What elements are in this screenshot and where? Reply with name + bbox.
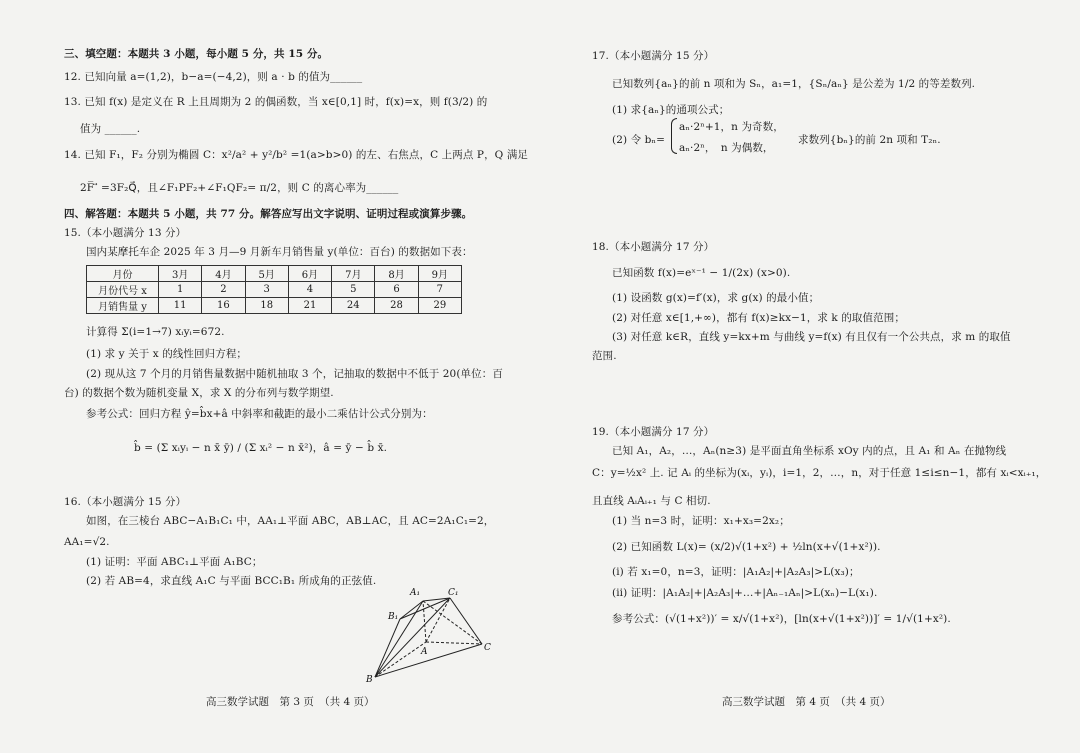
regression-formula: b̂ = (Σ xᵢyᵢ − n x̄ ȳ) / (Σ xᵢ² − n x̄²)，â = ȳ − b̂ x̄. [134, 442, 388, 454]
table-cell: 6月 [288, 266, 331, 282]
table-cell: 11 [159, 298, 202, 314]
edge-C1C [450, 598, 482, 644]
question-15-heading: 15.（本小题满分 13 分） [64, 227, 187, 239]
table-cell: 5月 [245, 266, 288, 282]
table-cell: 月份 [87, 266, 159, 282]
sales-table [86, 265, 462, 314]
edge-AA1 [423, 601, 426, 642]
question-16-line1: 如图，在三棱台 ABC−A₁B₁C₁ 中，AA₁⊥平面 ABC，AB⊥AC，且 AC=2A₁C₁=2， [86, 515, 495, 527]
question-17-case-even: aₙ·2ⁿ， n 为偶数， [679, 142, 774, 154]
table-cell: 6 [375, 282, 418, 298]
table-cell: 18 [245, 298, 288, 314]
question-17-case-odd: aₙ·2ⁿ+1，n 为奇数， [679, 121, 784, 133]
table-cell: 5 [332, 282, 375, 298]
question-18-part3-line2: 范围. [592, 350, 617, 362]
question-15-intro: 国内某摩托车企 2025 年 3 月—9 月新车月销售量 y(单位：百台) 的数据如下表： [86, 246, 473, 258]
table-cell: 8月 [375, 266, 418, 282]
table-cell: 24 [332, 298, 375, 314]
edge-A1C [423, 601, 482, 644]
label-B1: B₁ [388, 612, 399, 622]
question-17-part1: (1) 求{aₙ}的通项公式； [612, 104, 730, 116]
question-19-line1: 已知 A₁，A₂，…，Aₙ(n≥3) 是平面直角坐标系 xOy 内的点，且 A₁ 和 Aₙ 在抛物线 [612, 445, 1007, 457]
label-A1: A₁ [410, 588, 421, 598]
label-A: A [421, 647, 428, 657]
table-cell: 3月 [159, 266, 202, 282]
question-19-part2: (2) 已知函数 L(x)= (x/2)√(1+x²) + ½ln(x+√(1+x²)). [612, 541, 881, 553]
question-15-sum: 计算得 Σ(i=1→7) xᵢyᵢ=672. [86, 326, 225, 338]
question-12: 12. 已知向量 a=(1,2)，b−a=(−4,2)，则 a · b 的值为______ [64, 71, 363, 83]
table-cell: 16 [202, 298, 245, 314]
table-row [87, 266, 462, 282]
question-17-heading: 17.（本小题满分 15 分） [592, 50, 715, 62]
page-footer: 高三数学试题 第 3 页 （共 4 页） [206, 696, 375, 708]
question-19-line2: C：y=½x² 上. 记 Aᵢ 的坐标为(xᵢ，yᵢ)，i=1，2，…，n，对于任意 1≤i≤n−1，都有 xᵢ<xᵢ₊₁， [592, 467, 1047, 479]
edge-B1A1 [400, 601, 423, 619]
question-18-part1: (1) 设函数 g(x)=f′(x)，求 g(x) 的最小值； [612, 292, 820, 304]
question-15-part2-line1: (2) 现从这 7 个月的月销售量数据中随机抽取 3 个，记抽取的数据中不低于 20(单位：百 [86, 368, 503, 380]
question-18-part3-line1: (3) 对任意 k∈R，直线 y=kx+m 与曲线 y=f(x) 有且仅有一个公共点，求 m 的取值 [612, 331, 1011, 343]
question-18-part2: (2) 对任意 x∈[1,+∞)，都有 f(x)≥kx−1，求 k 的取值范围； [612, 312, 905, 324]
question-19-part2-i: (i) 若 x₁=0，n=3，证明：|A₁A₂|+|A₂A₃|>L(x₃)； [612, 566, 860, 578]
question-19-reference: 参考公式：(√(1+x²))′ = x/√(1+x²)，[ln(x+√(1+x²))]′ = 1/√(1+x²). [612, 613, 951, 625]
question-16-line2: AA₁=√2. [64, 536, 110, 548]
table-cell: 3 [245, 282, 288, 298]
question-14-line1: 14. 已知 F₁，F₂ 分别为椭圆 C：x²/a² + y²/b² =1(a>b>0) 的左、右焦点，C 上两点 P，Q 满足 [64, 149, 529, 161]
table-cell: 28 [375, 298, 418, 314]
question-16-heading: 16.（本小题满分 15 分） [64, 496, 187, 508]
section-4-heading: 四、解答题：本题共 5 小题，共 77 分。解答应写出文字说明、证明过程或演算步骤。 [64, 208, 473, 220]
frustum-figure [360, 584, 500, 684]
page-4 [540, 0, 1080, 753]
question-18-line1: 已知函数 f(x)=eˣ⁻¹ − 1/(2x) (x>0). [612, 267, 791, 279]
table-row [87, 282, 462, 298]
label-C: C [484, 643, 491, 653]
table-cell: 2 [202, 282, 245, 298]
edge-AC [426, 642, 482, 644]
table-cell: 29 [418, 298, 461, 314]
question-19-line3: 且直线 AᵢAᵢ₊₁ 与 C 相切. [592, 495, 711, 507]
question-19-part1: (1) 当 n=3 时，证明：x₁+x₃=2x₂； [612, 515, 790, 527]
question-17-part2-prefix: (2) 令 bₙ= [612, 134, 666, 146]
question-19-heading: 19.（本小题满分 17 分） [592, 426, 715, 438]
table-cell: 7 [418, 282, 461, 298]
question-15-part2-line2: 台) 的数据个数为随机变量 X，求 X 的分布列与数学期望. [64, 387, 334, 399]
brace [671, 118, 677, 154]
table-row [87, 298, 462, 314]
table-cell: 1 [159, 282, 202, 298]
table-cell: 月份代号 x [87, 282, 159, 298]
page-footer: 高三数学试题 第 4 页 （共 4 页） [722, 696, 891, 708]
question-13-line1: 13. 已知 f(x) 是定义在 R 上且周期为 2 的偶函数，当 x∈[0,1] 时，f(x)=x，则 f(3/2) 的 [64, 96, 488, 108]
question-19-part2-ii: (ii) 证明：|A₁A₂|+|A₂A₃|+…+|Aₙ₋₁Aₙ|>L(xₙ)−L(x₁). [612, 587, 878, 599]
label-C1: C₁ [448, 588, 459, 598]
question-14-line2: 2F̅ ⃗ =3F₂Q⃗，且∠F₁PF₂+∠F₁QF₂= π/2，则 C 的离心率为______ [80, 182, 399, 194]
question-17-line1: 已知数列{aₙ}的前 n 项和为 Sₙ，a₁=1，{Sₙ/aₙ} 是公差为 1/2 的等差数列. [612, 78, 976, 90]
table-cell: 4 [288, 282, 331, 298]
table-cell: 9月 [418, 266, 461, 282]
question-16-part2: (2) 若 AB=4，求直线 A₁C 与平面 BCC₁B₁ 所成角的正弦值. [86, 575, 377, 587]
table-cell: 月销售量 y [87, 298, 159, 314]
question-15-part1: (1) 求 y 关于 x 的线性回归方程； [86, 348, 248, 360]
label-B: B [366, 675, 373, 684]
edge-BA1 [375, 601, 423, 677]
table-cell: 7月 [332, 266, 375, 282]
table-cell: 21 [288, 298, 331, 314]
section-3-heading: 三、填空题：本题共 3 小题，每小题 5 分，共 15 分。 [64, 48, 329, 60]
question-13-line2: 值为 ______. [80, 123, 141, 135]
question-15-reference: 参考公式：回归方程 ŷ=b̂x+â 中斜率和截距的最小二乘估计公式分别为： [86, 408, 433, 420]
question-18-heading: 18.（本小题满分 17 分） [592, 241, 715, 253]
table-cell: 4月 [202, 266, 245, 282]
question-16-part1: (1) 证明：平面 ABC₁⊥平面 A₁BC； [86, 556, 263, 568]
question-17-part2-suffix: 求数列{bₙ}的前 2n 项和 T₂ₙ. [798, 134, 941, 146]
